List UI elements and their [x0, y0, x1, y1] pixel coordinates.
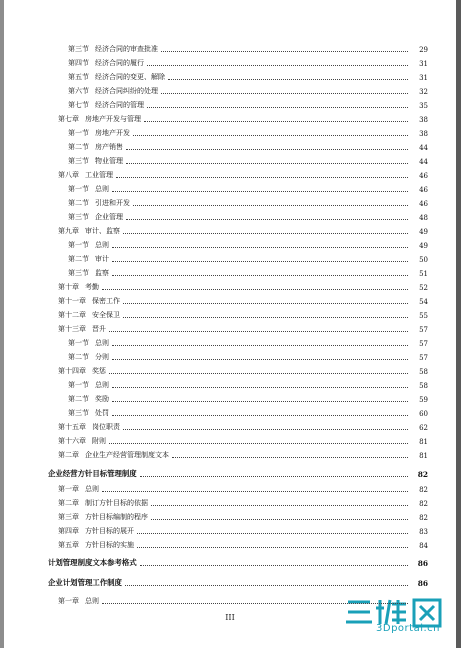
toc-entry-page: 46 [419, 200, 428, 208]
toc-entry-page: 57 [419, 326, 428, 334]
toc-entry-title: 房产销售 [95, 143, 123, 151]
toc-entry[interactable] [4, 310, 456, 324]
toc-entry-title: 企业经营方针目标管理制度 [48, 469, 137, 478]
toc-dot-leader [147, 65, 408, 66]
toc-entry-title: 经济合同纠纷的处理 [95, 87, 158, 95]
toc-entry[interactable] [4, 558, 456, 572]
toc-entry-number: 第一章 [58, 597, 79, 605]
document-page [4, 0, 456, 648]
toc-entry-page: 84 [419, 542, 428, 550]
toc-entry-title: 奖励 [95, 395, 109, 403]
toc-entry-title: 总则 [95, 339, 109, 347]
toc-entry-title: 经济合同的审查批准 [95, 45, 158, 53]
toc-entry-page: 82 [419, 514, 428, 522]
toc-dot-leader [112, 401, 408, 402]
toc-entry-page: 46 [419, 186, 428, 194]
toc-entry-title: 总则 [95, 241, 109, 249]
toc-dot-leader [161, 93, 408, 94]
toc-dot-leader [123, 429, 408, 430]
toc-entry-title: 经济合同的履行 [95, 59, 144, 67]
toc-entry-number: 第十五章 [58, 423, 86, 431]
toc-dot-leader [112, 345, 408, 346]
toc-entry-page: 60 [419, 410, 428, 418]
toc-entry-title: 物业管理 [95, 157, 123, 165]
toc-entry-number: 第十一章 [58, 297, 86, 305]
toc-dot-leader [125, 585, 408, 586]
toc-entry-number: 第十四章 [58, 367, 86, 375]
toc-entry-title: 审计 [95, 255, 109, 263]
page-number-footer: III [225, 613, 235, 622]
toc-dot-leader [112, 359, 408, 360]
toc-entry-number: 第七章 [58, 115, 79, 123]
toc-entry[interactable] [4, 58, 456, 72]
toc-entry-page: 54 [419, 298, 428, 306]
toc-entry-page: 58 [419, 368, 428, 376]
toc-dot-leader [112, 261, 408, 262]
toc-entry-title: 引进和开发 [95, 199, 130, 207]
toc-entry-number: 第十二章 [58, 311, 86, 319]
toc-entry-title: 企业计划管理工作制度 [48, 578, 122, 587]
toc-entry-title: 企业生产经营管理制度文本 [85, 451, 169, 459]
toc-dot-leader [144, 121, 408, 122]
toc-entry-title: 分则 [95, 353, 109, 361]
toc-dot-leader [109, 373, 408, 374]
toc-entry-title: 附则 [92, 437, 106, 445]
toc-entry-page: 86 [417, 559, 428, 568]
toc-entry-page: 83 [419, 528, 428, 536]
toc-entry-page: 82 [417, 470, 428, 479]
toc-entry-number: 第三章 [58, 513, 79, 521]
toc-entry-title: 保密工作 [92, 297, 120, 305]
toc-entry-title: 总则 [95, 381, 109, 389]
toc-entry-page: 58 [419, 382, 428, 390]
toc-entry[interactable] [4, 170, 456, 184]
toc-entry[interactable] [4, 469, 456, 483]
toc-entry-page: 44 [419, 158, 428, 166]
toc-entry[interactable] [4, 128, 456, 142]
toc-entry-number: 第七节 [68, 101, 89, 109]
toc-dot-leader [102, 491, 408, 492]
toc-entry-page: 81 [419, 452, 428, 460]
toc-entry-number: 第一节 [68, 129, 89, 137]
toc-entry-page: 48 [419, 214, 428, 222]
toc-dot-leader [126, 219, 408, 220]
toc-dot-leader [140, 476, 408, 477]
toc-entry-page: 86 [417, 579, 428, 588]
toc-dot-leader [109, 331, 408, 332]
toc-dot-leader [140, 565, 408, 566]
toc-entry[interactable] [4, 44, 456, 58]
toc-entry-page: 57 [419, 340, 428, 348]
toc-entry-title: 晋升 [92, 325, 106, 333]
toc-entry-number: 第三节 [68, 213, 89, 221]
toc-entry-title: 审计、监察 [85, 227, 120, 235]
toc-entry-title: 制订方针目标的依据 [85, 499, 148, 507]
toc-entry-page: 38 [419, 116, 428, 124]
toc-entry[interactable] [4, 226, 456, 240]
toc-entry-number: 第一章 [58, 485, 79, 493]
toc-dot-leader [151, 505, 408, 506]
toc-dot-leader [102, 603, 408, 604]
toc-entry-page: 82 [419, 500, 428, 508]
toc-entry-title: 监察 [95, 269, 109, 277]
toc-dot-leader [123, 317, 408, 318]
toc-entry-number: 第三节 [68, 157, 89, 165]
toc-entry-title: 考勤 [85, 283, 99, 291]
toc-entry-title: 方针目标的实施 [85, 541, 134, 549]
toc-entry[interactable] [4, 498, 456, 512]
toc-entry-page: 62 [419, 424, 428, 432]
toc-dot-leader [112, 387, 408, 388]
toc-dot-leader [102, 289, 408, 290]
toc-dot-leader [172, 457, 408, 458]
toc-entry-title: 处罚 [95, 409, 109, 417]
toc-entry-page: 49 [419, 242, 428, 250]
toc-entry[interactable] [4, 142, 456, 156]
toc-dot-leader [123, 233, 408, 234]
toc-entry-number: 第十章 [58, 283, 79, 291]
toc-dot-leader [161, 51, 408, 52]
toc-entry-number: 第三节 [68, 45, 89, 53]
toc-entry-number: 第九章 [58, 227, 79, 235]
toc-entry-number: 第二章 [58, 499, 79, 507]
toc-entry[interactable] [4, 198, 456, 212]
toc-dot-leader [109, 443, 408, 444]
toc-entry-title: 房地产开发与管理 [85, 115, 141, 123]
toc-entry[interactable] [4, 212, 456, 226]
toc-entry[interactable] [4, 324, 456, 338]
toc-dot-leader [151, 519, 408, 520]
toc-entry[interactable] [4, 422, 456, 436]
toc-entry-page: 82 [419, 486, 428, 494]
toc-entry-title: 经济合同的管理 [95, 101, 144, 109]
toc-entry[interactable] [4, 338, 456, 352]
toc-entry-number: 第二节 [68, 255, 89, 263]
toc-entry[interactable] [4, 184, 456, 198]
toc-entry-number: 第八章 [58, 171, 79, 179]
toc-entry-number: 第二节 [68, 199, 89, 207]
toc-dot-leader [126, 149, 408, 150]
toc-entry-title: 方针目标编制的程序 [85, 513, 148, 521]
toc-entry-title: 工业管理 [85, 171, 113, 179]
toc-dot-leader [147, 107, 408, 108]
toc-entry-number: 第四节 [68, 59, 89, 67]
toc-entry[interactable] [4, 268, 456, 282]
toc-entry-page: 35 [419, 102, 428, 110]
toc-entry[interactable] [4, 282, 456, 296]
toc-entry-page: 29 [419, 46, 428, 54]
toc-entry-number: 第三节 [68, 269, 89, 277]
toc-entry[interactable] [4, 408, 456, 422]
toc-entry[interactable] [4, 156, 456, 170]
toc-entry-title: 总则 [85, 485, 99, 493]
watermark-url: 3Dportal.cn [376, 623, 440, 634]
toc-entry-number: 第二节 [68, 395, 89, 403]
toc-entry-page: 49 [419, 228, 428, 236]
toc-entry-title: 奖惩 [92, 367, 106, 375]
toc-entry-title: 计划管理制度文本参考格式 [48, 558, 137, 567]
toc-entry-number: 第三节 [68, 409, 89, 417]
toc-entry-page: 31 [419, 74, 428, 82]
toc-entry-page: 32 [419, 88, 428, 96]
toc-entry[interactable] [4, 526, 456, 540]
toc-entry-title: 总则 [85, 597, 99, 605]
toc-entry-title: 总则 [95, 185, 109, 193]
toc-entry[interactable] [4, 394, 456, 408]
toc-entry-title: 安全保卫 [92, 311, 120, 319]
toc-entry-number: 第四章 [58, 527, 79, 535]
toc-entry[interactable] [4, 240, 456, 254]
toc-entry[interactable] [4, 596, 456, 610]
viewer-right-edge [456, 0, 461, 648]
toc-dot-leader [126, 163, 408, 164]
toc-entry[interactable] [4, 100, 456, 114]
toc-entry-number: 第一节 [68, 185, 89, 193]
toc-entry[interactable] [4, 114, 456, 128]
toc-entry-page: 55 [419, 312, 428, 320]
toc-dot-leader [133, 135, 408, 136]
toc-entry-title: 经济合同的变更、解除 [95, 73, 165, 81]
toc-entry[interactable] [4, 540, 456, 554]
toc-entry-page: 52 [419, 284, 428, 292]
toc-entry-page: 44 [419, 144, 428, 152]
toc-entry-number: 第一节 [68, 339, 89, 347]
toc-entry-number: 第五章 [58, 541, 79, 549]
toc-entry-page: 50 [419, 256, 428, 264]
toc-dot-leader [112, 415, 408, 416]
toc-entry-number: 第一节 [68, 381, 89, 389]
toc-entry-page: 46 [419, 172, 428, 180]
toc-entry-number: 第十三章 [58, 325, 86, 333]
toc-dot-leader [123, 303, 408, 304]
toc-entry[interactable] [4, 512, 456, 526]
toc-entry-page: 38 [419, 130, 428, 138]
toc-entry-title: 岗位职责 [92, 423, 120, 431]
toc-entry-page: 31 [419, 60, 428, 68]
toc-entry-number: 第二章 [58, 451, 79, 459]
toc-entry[interactable] [4, 366, 456, 380]
toc-entry-title: 房地产开发 [95, 129, 130, 137]
toc-entry[interactable] [4, 450, 456, 464]
toc-entry-number: 第一节 [68, 241, 89, 249]
toc-entry[interactable] [4, 86, 456, 100]
toc-entry[interactable] [4, 296, 456, 310]
toc-entry-page: 57 [419, 354, 428, 362]
toc-entry-number: 第十六章 [58, 437, 86, 445]
toc-dot-leader [112, 247, 408, 248]
toc-entry[interactable] [4, 380, 456, 394]
toc-entry[interactable] [4, 254, 456, 268]
toc-entry[interactable] [4, 72, 456, 86]
toc-entry[interactable] [4, 436, 456, 450]
toc-entry-title: 方针目标的展开 [85, 527, 134, 535]
toc-dot-leader [137, 533, 408, 534]
toc-dot-leader [112, 191, 408, 192]
toc-entry[interactable] [4, 352, 456, 366]
toc-entry-page: 81 [419, 438, 428, 446]
toc-dot-leader [112, 275, 408, 276]
toc-entry-title: 企业管理 [95, 213, 123, 221]
toc-entry-number: 第二节 [68, 143, 89, 151]
toc-dot-leader [137, 547, 408, 548]
toc-entry-number: 第六节 [68, 87, 89, 95]
toc-dot-leader [168, 79, 408, 80]
toc-entry-page: 51 [419, 270, 428, 278]
toc-dot-leader [133, 205, 408, 206]
toc-dot-leader [116, 177, 408, 178]
toc-entry-number: 第二节 [68, 353, 89, 361]
toc-entry[interactable] [4, 578, 456, 592]
toc-entry[interactable] [4, 484, 456, 498]
toc-entry-page: 59 [419, 396, 428, 404]
toc-entry-number: 第五节 [68, 73, 89, 81]
